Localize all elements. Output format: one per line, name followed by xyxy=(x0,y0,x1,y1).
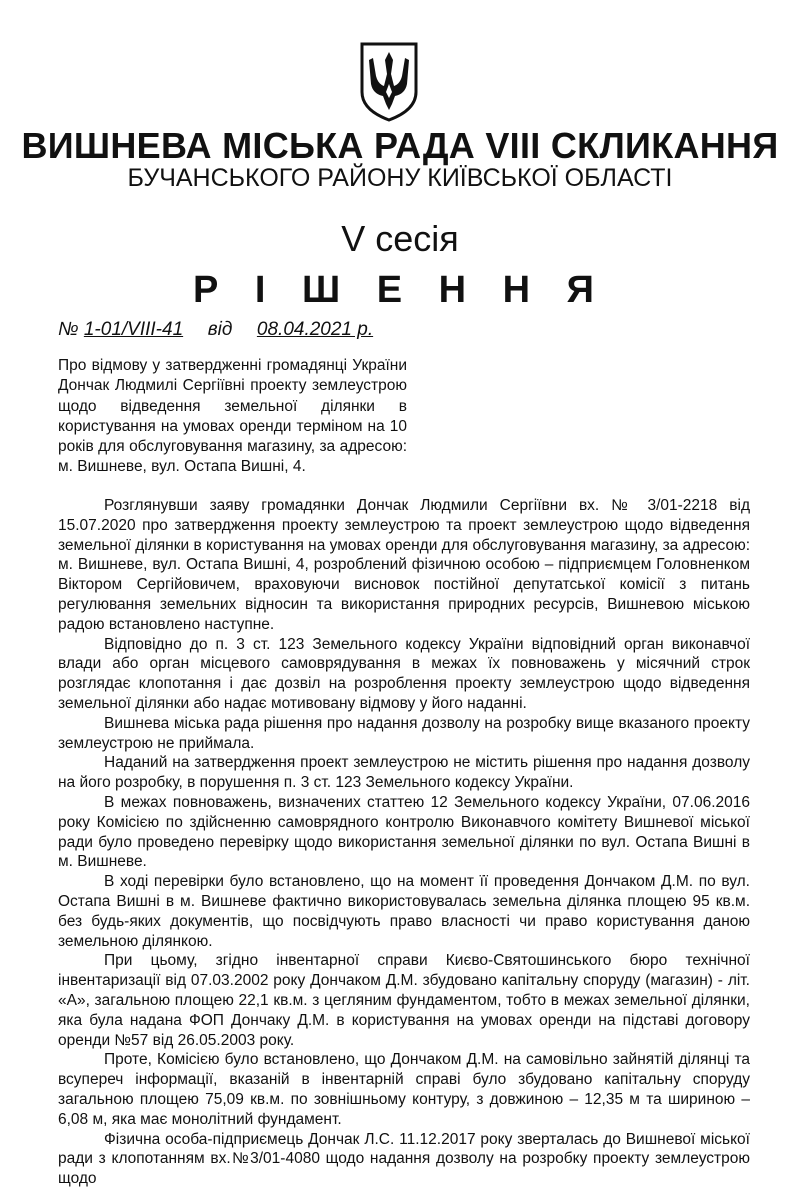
decision-subject xyxy=(58,356,407,478)
trident-icon xyxy=(358,40,420,122)
number-label: № xyxy=(58,319,79,340)
paragraph: Відповідно до п. 3 ст. 123 Земельного кодексу України відповідний орган виконавчої влади або орган місцевого самоврядування в межах їх повноважень у місячний строк розглядає клопотання і дає дозвіл на розроблення проекту землеустрою щодо відведення земельної ділянки або надає мотивовану відмову у його наданні. xyxy=(58,635,750,712)
decision-date: 08.04.2021 р. xyxy=(256,319,374,340)
paragraph: Фізична особа-підприємець Дончак Л.С. 11.12.2017 року зверталась до Вишневої міської ради з клопотанням вх.№3/01-4080 щодо надання дозволу на розробку проекту землеустрою щодо xyxy=(58,1130,750,1188)
decision-number: 1-01/VIII-41 xyxy=(83,319,184,340)
document-type: Р І Ш Е Н Н Я xyxy=(193,269,607,311)
council-title: ВИШНЕВА МІСЬКА РАДА VIII СКЛИКАННЯ xyxy=(21,125,779,166)
registration-line xyxy=(58,318,373,342)
paragraph: В ході перевірки було встановлено, що на момент її проведення Дончаком Д.М. по вул. Остапа Вишні в м. Вишневе фактично використовувалась земельна ділянка площею 95 кв.м. без будь-яких документів, що посвідчують право власності чи право користування даною земельною ділянкою. xyxy=(58,873,750,950)
date-label: від xyxy=(207,319,233,340)
session-label: V сесія xyxy=(341,218,459,259)
subject-text: Про відмову у затвердженні громадянці України Дончак Людмилі Сергіївні проекту землеустрою щодо відведення земельної ділянки в користування на умовах оренди терміном на 10 років для обслуговування магазину, за адресою: м. Вишневе, вул. Остапа Вишні, 4. xyxy=(58,357,407,476)
council-subtitle: БУЧАНСЬКОГО РАЙОНУ КИЇВСЬКОЇ ОБЛАСТІ xyxy=(127,164,673,192)
decision-body xyxy=(58,496,750,1189)
paragraph: Вишнева міська рада рішення про надання дозволу на розробку вище вказаного проекту землеустрою не приймала. xyxy=(58,714,750,752)
paragraph: При цьому, згідно інвентарної справи Києво-Святошинського бюро технічної інвентаризації від 07.03.2002 року Дончаком Д.М. збудовано капітальну споруду (магазин) - літ. «А», загальною площею 22,1 кв.м. з цегляним фундаментом, тобто в межах земельної ділянки, яка була надана ФОП Дончаку Д.М. в користування на умовах оренди на підставі договору оренди №57 від 26.05.2003 року. xyxy=(58,952,750,1049)
paragraph: Наданий на затвердження проект землеустрою не містить рішення про надання дозволу на його розробку, в порушення п. 3 ст. 123 Земельного кодексу України. xyxy=(58,754,750,792)
paragraph: Проте, Комісією було встановлено, що Дончаком Д.М. на самовільно зайнятій ділянці та всупереч інформації, вказаній в інвентарній справі було збудовано капітальну споруду загальною площею 75,09 кв.м. по зовнішньому контуру, з довжиною – 12,35 м та шириною – 6,08 м, яка має монолітний фундамент. xyxy=(58,1051,750,1128)
paragraph: В межах повноважень, визначених статтею 12 Земельного кодексу України, 07.06.2016 року Комісією по здійсненню самоврядного контролю Виконавчого комітету Вишневої міської ради було проведено перевірку щодо використання земельної ділянки по вул. Остапа Вишні в м. Вишневе. xyxy=(58,793,750,871)
paragraph: Розглянувши заяву громадянки Дончак Людмили Сергіївни вх. № 3/01-2218 від 15.07.2020 про затвердження проекту землеустрою та проект землеустрою щодо відведення земельної ділянки в користування на умовах оренди для обслуговування магазину, за адресою: м. Вишневе, вул. Остапа Вишні, 4, розроблений фізичною особою – підприємцем Головненком Віктором Сергійовичем, враховуючи висновок постійної депутатської комісії з питань регулювання земельних відносин та використання природних ресурсів, Вишневою міською радою встановлено наступне. xyxy=(58,497,750,633)
